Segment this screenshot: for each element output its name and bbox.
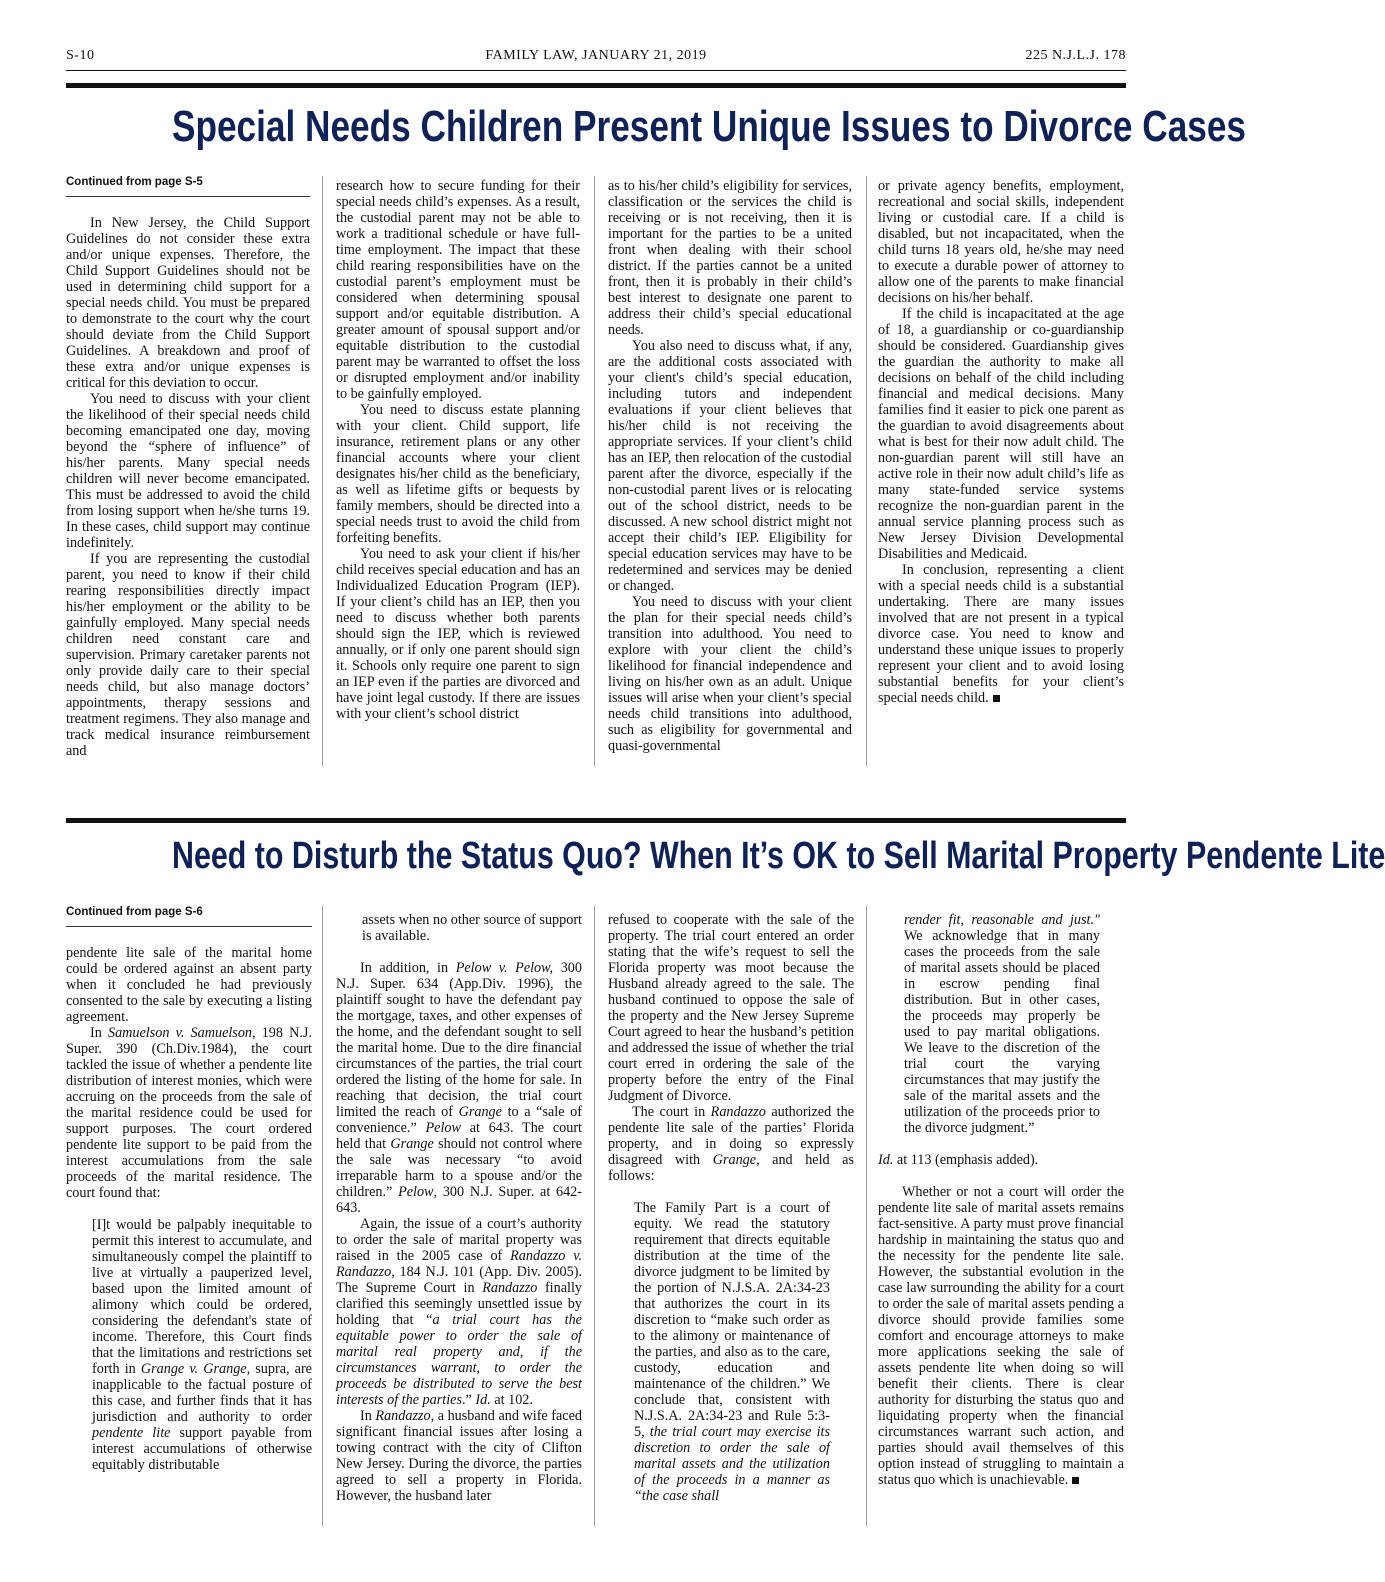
article2-column-4 xyxy=(878,912,1124,1488)
paragraph: Whether or not a court will order the pendente lite sale of marital assets remains fact-sensitive. A party must prove financial hardship in maintaining the status quo and the necessity for the pendente lite sale. However, the substantial evolution in the case law surrounding the ability for a court to order the sale of marital assets pending a divorce should provide families some comfort and encourage attorneys to make more applications seeking the sale of assets pendente lite when doing so will benefit their clients. There is clear authority for disturbing the status quo and liquidating property when the financial circumstances warrant such action, and parties should avail themselves of this option instead of struggling to maintain a status quo which is unachievable. xyxy=(878,1184,1124,1488)
end-mark-icon xyxy=(1072,1477,1079,1484)
paragraph: Again, the issue of a court’s authority to order the sale of marital property was raised in the 2005 case of Randazzo v. Randazzo, 184 N.J. 101 (App. Div. 2005). The Supreme Court in Randazzo finally clarified this seemingly unsettled issue by holding that “a trial court has the equitable power to order the sale of marital real property and, if the circumstances warrant, to order the proceeds be distributed to serve the best interests of the parties.” Id. at 102. xyxy=(336,1216,582,1408)
column-divider xyxy=(322,176,323,766)
block-quote: [I]t would be palpably inequitable to permit this interest to accumulate, and simultaneously compel the plaintiff to live at virtually a pauperized level, based upon the limited amount of alimony which could be ordered, considering the defendant's state of income. Therefore, this Court finds that the limitations and restrictions set forth in Grange v. Grange, supra, are inapplicable to the factual posture of this case, and further finds that it has jurisdiction and authority to order pendente lite support payable from interest accumulations of otherwise equitably distributable xyxy=(92,1217,312,1473)
article1-column-3 xyxy=(608,178,852,754)
article2-column-3 xyxy=(608,912,854,1504)
header-rule xyxy=(66,70,1126,71)
column-divider xyxy=(866,906,867,1526)
paragraph: In addition, in Pelow v. Pelow, 300 N.J. Super. 634 (App.Div. 1996), the plaintiff sought to have the defendant pay the mortgage, taxes, and other expenses of the home, and the defendant sought to sell the marital home. Due to the dire financial circumstances of the parties, the trial court ordered the listing of the home for sale. In reaching that decision, the trial court limited the reach of Grange to a “sale of convenience.” Pelow at 643. The court held that Grange should not control where the sale was necessary “to avoid irreparable harm to a spouse and/or the children.” Pelow, 300 N.J. Super. at 642-643. xyxy=(336,960,583,1216)
citation: 225 N.J.L.J. 178 xyxy=(1025,48,1126,63)
citation-line: Id. at 113 (emphasis added). xyxy=(878,1152,1039,1168)
running-head xyxy=(66,48,1126,68)
column-divider xyxy=(322,906,323,1526)
paragraph: refused to cooperate with the sale of the property. The trial court entered an order stating that the wife’s request to sell the Florida property was moot because the Husband already agreed to the sale. The husband continued to oppose the sale of the property and the New Jersey Supreme Court agreed to hear the husband’s petition and addressed the issue of whether the trial court erred in ordering the sale of the property before the entry of the Final Judgment of Divorce. xyxy=(608,912,854,1104)
paragraph: pendente lite sale of the marital home could be ordered against an absent party when it concluded he had previously consented to the sale by executing a listing agreement. xyxy=(66,945,312,1025)
paragraph: If the child is incapacitated at the age of 18, a guardianship or co-guardianship should be considered. Guardianship gives the guardian the authority to make all decisions on behalf of the child including financial and medical decisions. Many families find it easier to pick one parent as the guardian to avoid disagreements about what is best for their now adult child. The non-guardian parent will still have an active role in their now adult child’s life as many state-funded service systems recognize the non-guardian parent in the annual service planning process such as New Jersey Division Developmental Disabilities and Medicaid. xyxy=(878,306,1124,562)
paragraph: The court in Randazzo authorized the pendente lite sale of the parties’ Florida property, and in doing so expressly disagreed with Grange, and held as follows: xyxy=(608,1104,854,1184)
paragraph: You need to discuss with your client the plan for their special needs child’s transition into adulthood. You need to explore with your client the child’s likelihood for financial independence and living on his/her own as an adult. Unique issues will arise when your client’s special needs child transitions into adulthood, such as eligibility for governmental and quasi-governmental xyxy=(608,594,852,754)
column-divider xyxy=(594,906,595,1526)
title-rule-top xyxy=(66,83,1126,88)
block-quote: The Family Part is a court of equity. We read the statutory requirement that directs equitable distribution at the time of the divorce judgment to be limited by the portion of N.J.S.A. 2A:34-23 that authorizes the court in its discretion to “make such order as to the alimony or maintenance of the parties, and also as to the care, custody, education and maintenance of the children.” We conclude that, consistent with N.J.S.A. 2A:34-23 and Rule 5:3-5, the trial court may exercise its discretion to order the sale of marital assets and the utilization of the proceeds in a manner as “the case shall xyxy=(634,1200,830,1504)
case-name: Grange v. Grange xyxy=(140,1361,247,1377)
paragraph xyxy=(878,562,1124,706)
paragraph: In New Jersey, the Child Support Guidelines do not consider these extra and/or unique expenses. Therefore, the Child Support Guidelines should not be used in determining child support for a special needs child. You must be prepared to demonstrate to the court why the court should deviate from the Child Support Guidelines. A breakdown and proof of these extra and/or unique expenses is critical for this deviation to occur. xyxy=(66,215,310,391)
title-rule-top-2 xyxy=(66,818,1126,823)
case-name: Samuelson v. Samuelson xyxy=(107,1025,253,1041)
paragraph: If you are representing the custodial parent, you need to know if their child rearing responsibilities directly impact his/her employment or the ability to be gainfully employed. Many special needs children need constant care and supervision. Primary caretaker parents not only provide daily care to their special needs child, but also manage doctors’ appointments, therapy sessions and treatment regimens. They also manage and track medical insurance reimbursement and xyxy=(66,551,310,759)
article2-column-1 xyxy=(66,904,312,1473)
column-divider xyxy=(866,176,867,766)
article1-continued-line: Continued from page S-5 xyxy=(66,174,310,197)
end-mark-icon xyxy=(993,695,1000,702)
publication-date: FAMILY LAW, JANUARY 21, 2019 xyxy=(485,48,707,63)
article1-column-4 xyxy=(878,178,1124,706)
article1-title: Special Needs Children Present Unique Issues to Divorce Cases xyxy=(172,102,1246,151)
column-divider xyxy=(594,176,595,766)
block-quote-continued: assets when no other source of support is available. xyxy=(362,912,582,944)
article1-column-1 xyxy=(66,174,310,759)
article2-continued-line: Continued from page S-6 xyxy=(66,904,312,927)
paragraph: You need to ask your client if his/her child receives special education and has an Individualized Education Program (IEP). If your client’s child has an IEP, then you need to discuss whether both parents should sign the IEP, which is reviewed annually, or if only one parent should sign it. Schools only require one parent to sign an IEP even if the parties are divorced and have joint legal custody. If there are issues with your client’s school district xyxy=(336,546,580,722)
paragraph: as to his/her child’s eligibility for services, classification or the services the child is receiving or is not receiving, then it is important for the parties to be a united front when dealing with their school district. If the parties cannot be a united front, then it is probably in their child’s best interest to designate one parent to address their child’s special educational needs. xyxy=(608,178,852,338)
paragraph: In Randazzo, a husband and wife faced significant financial issues after losing a towing contract with the city of Clifton New Jersey. During the divorce, the parties agreed to sell a property in Florida. However, the husband later xyxy=(336,1408,582,1504)
paragraph: You need to discuss with your client the likelihood of their special needs child becoming emancipated one day, moving beyond the “sphere of influence” of his/her parents. Many special needs children will never become emancipated. This must be addressed to avoid the child from losing support when he/she turns 19. In these cases, child support may continue indefinitely. xyxy=(66,391,310,551)
paragraph-text: In conclusion, representing a client with a special needs child is a substantial undertaking. There are many issues involved that are not present in a typical divorce case. You need to know and understand these unique issues to properly represent your client and to avoid losing substantial benefits for your client’s special needs child. xyxy=(878,562,1124,706)
article2-column-2 xyxy=(336,912,582,1504)
paragraph: You also need to discuss what, if any, are the additional costs associated with your client's child’s special education, including tutors and independent evaluations if your client believes that his/her child is not receiving the appropriate services. If your client’s child has an IEP, then relocation of the custodial parent after the divorce, especially if the non-custodial parent lives or is relocating out of the school district, needs to be discussed. A new school district might not accept their child’s IEP. Eligibility for special education services may have to be redetermined and services may be denied or changed. xyxy=(608,338,852,594)
paragraph: You need to discuss estate planning with your client. Child support, life insurance, retirement plans or any other financial accounts where your client designates his/her child as the beneficiary, as well as lifetime gifts or bequests by family members, should be directed into a special needs trust to avoid the child from forfeiting benefits. xyxy=(336,402,580,546)
page-number: S-10 xyxy=(66,48,95,63)
block-quote-continued: render fit, reasonable and just." We acknowledge that in many cases the proceeds from the sale of marital assets should be placed in escrow pending final distribution. But in other cases, the proceeds may properly be used to pay marital obligations. We leave to the discretion of the trial court the varying circumstances that may justify the sale of the marital assets and the utilization of the proceeds prior to the divorce judgment.” xyxy=(904,912,1100,1136)
article1-column-2 xyxy=(336,178,580,722)
paragraph: In Samuelson v. Samuelson, 198 N.J. Super. 390 (Ch.Div.1984), the court tackled the issue of whether a pendente lite distribution of interest monies, which were accruing on the proceeds from the sale of the marital residence could be used for support purposes. The court ordered pendente lite support to be paid from the interest accumulations from the sale proceeds of the marital residence. The court found that: xyxy=(66,1025,312,1201)
paragraph: or private agency benefits, employment, recreational and social skills, independent living or custodial care. If a child is disabled, but not incapacitated, when the child turns 18 years old, he/she may need to execute a durable power of attorney to allow one of the parents to make financial decisions on his/her behalf. xyxy=(878,178,1124,306)
article2-title: Need to Disturb the Status Quo? When It’s OK to Sell Marital Property Pendente Lite xyxy=(172,835,1385,877)
paragraph: research how to secure funding for their special needs child’s expenses. As a result, the custodial parent may not be able to work a traditional schedule or have full-time employment. The impact that these child rearing responsibilities have on the custodial parent’s employment must be considered when determining spousal support and/or equitable distribution. A greater amount of spousal support and/or equitable distribution to the custodial parent may be warranted to offset the loss or disrupted employment and/or inability to be gainfully employed. xyxy=(336,178,580,402)
